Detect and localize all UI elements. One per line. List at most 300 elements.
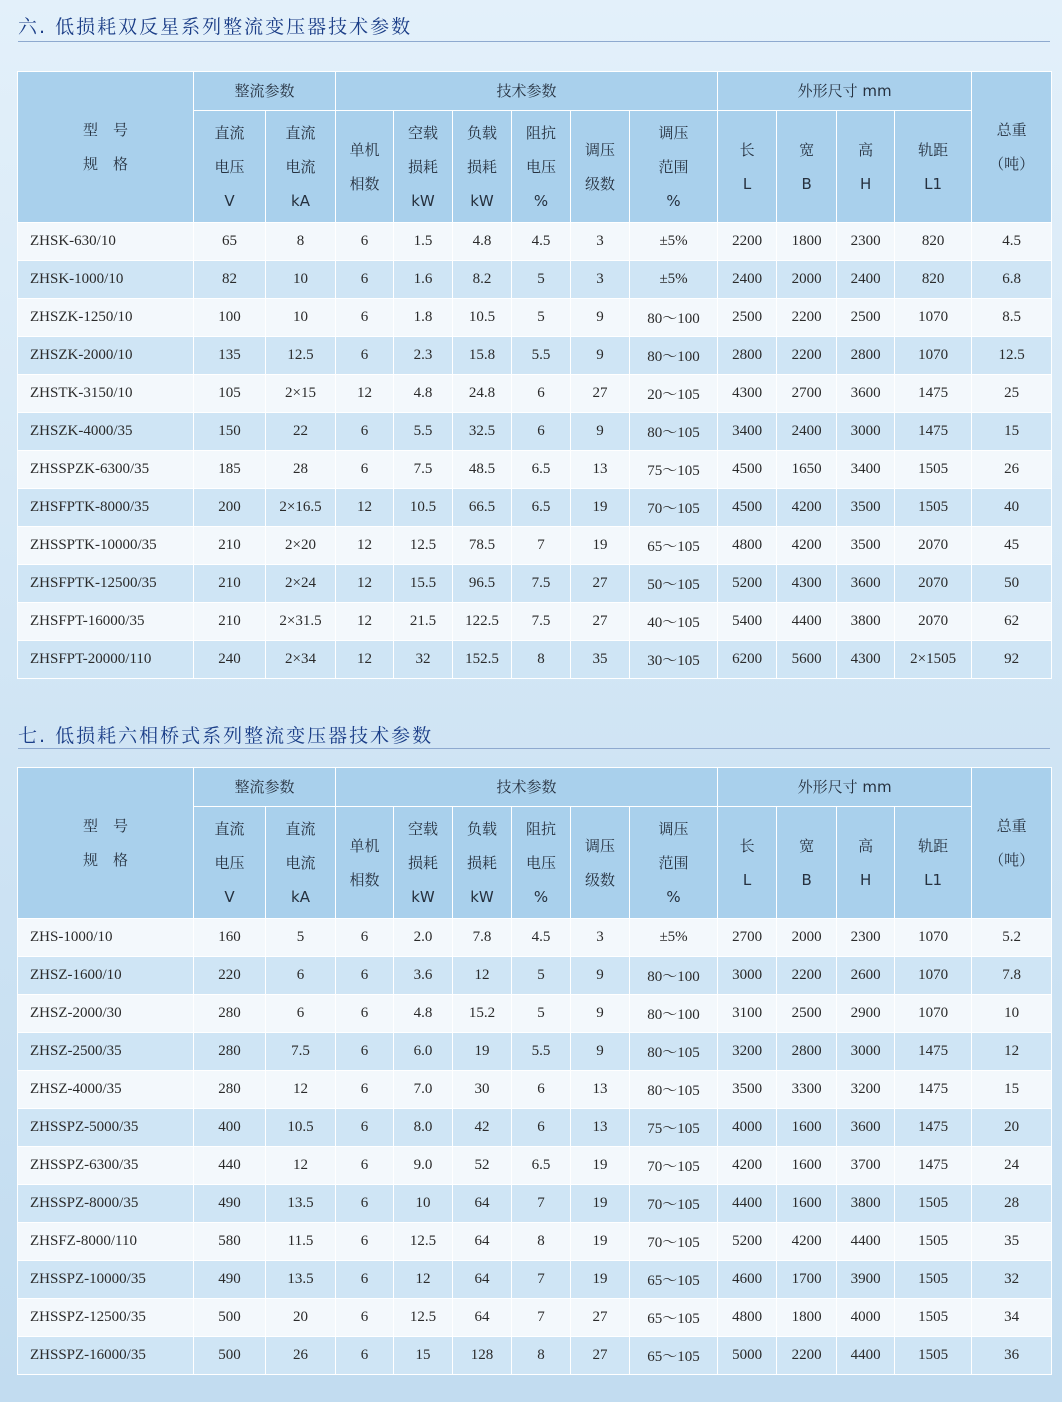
value-cell: 8.0 [394, 1109, 453, 1147]
value-cell: 1800 [777, 223, 837, 261]
column-header [194, 807, 266, 919]
value-cell: 5 [512, 995, 571, 1033]
value-cell: 64 [453, 1261, 512, 1299]
value-cell: 24.8 [453, 375, 512, 413]
value-cell: 32 [972, 1261, 1052, 1299]
header-line: 长 [739, 140, 755, 159]
value-cell: 2×31.5 [266, 603, 336, 641]
dimensions-header: 外形尺寸 mm [718, 72, 972, 111]
header-line: % [533, 887, 549, 906]
value-cell: 80～100 [630, 957, 718, 995]
model-cell: ZHS-1000/10 [18, 919, 194, 957]
value-cell: 105 [194, 375, 266, 413]
header-line: 调压 [585, 140, 616, 159]
header-line: L [742, 174, 752, 193]
value-cell: 26 [972, 451, 1052, 489]
value-cell: 2×34 [266, 641, 336, 679]
value-cell: 1475 [895, 375, 972, 413]
value-cell: 3600 [837, 1109, 895, 1147]
value-cell: 6 [336, 957, 394, 995]
value-cell: 40 [972, 489, 1052, 527]
header-line: 相数 [349, 174, 380, 193]
column-header [266, 807, 336, 919]
value-cell: 48.5 [453, 451, 512, 489]
table-row [18, 375, 1052, 413]
value-cell: 6 [336, 337, 394, 375]
value-cell: 2200 [777, 1337, 837, 1375]
value-cell: 8 [266, 223, 336, 261]
total-weight-header [972, 72, 1052, 223]
value-cell: 5 [512, 957, 571, 995]
value-cell: 9 [571, 995, 630, 1033]
value-cell: 65～105 [630, 1261, 718, 1299]
header-line: 电流 [285, 853, 316, 872]
value-cell: 2300 [837, 223, 895, 261]
value-cell: 13 [571, 1109, 630, 1147]
value-cell: 64 [453, 1223, 512, 1261]
section-six [0, 0, 1062, 690]
value-cell: 10.5 [453, 299, 512, 337]
value-cell: 280 [194, 995, 266, 1033]
value-cell: 12 [336, 375, 394, 413]
model-cell: ZHSZ-2000/30 [18, 995, 194, 1033]
value-cell: 1.5 [394, 223, 453, 261]
value-cell: 5.5 [394, 413, 453, 451]
model-cell: ZHSZK-2000/10 [18, 337, 194, 375]
table-row [18, 1033, 1052, 1071]
model-cell: ZHSZK-4000/35 [18, 413, 194, 451]
value-cell: 9 [571, 1033, 630, 1071]
value-cell: 6 [336, 1337, 394, 1375]
value-cell: 6.8 [972, 261, 1052, 299]
column-header [571, 807, 630, 919]
value-cell: 13 [571, 451, 630, 489]
value-cell: 2.3 [394, 337, 453, 375]
table-row [18, 489, 1052, 527]
column-header [394, 807, 453, 919]
value-cell: 2×24 [266, 565, 336, 603]
value-cell: 2800 [718, 337, 777, 375]
value-cell: 5000 [718, 1337, 777, 1375]
value-cell: 24 [972, 1147, 1052, 1185]
value-cell: 1505 [895, 1337, 972, 1375]
value-cell: 7.8 [453, 919, 512, 957]
value-cell: 1505 [895, 1299, 972, 1337]
value-cell: 65～105 [630, 1337, 718, 1375]
value-cell: 30 [453, 1071, 512, 1109]
value-cell: 15.5 [394, 565, 453, 603]
value-cell: 6 [336, 413, 394, 451]
header-line: 负载 [467, 819, 498, 838]
column-header [453, 111, 512, 223]
model-cell: ZHSK-630/10 [18, 223, 194, 261]
value-cell: 6 [336, 1223, 394, 1261]
tech-params-header: 技术参数 [336, 768, 718, 807]
value-cell: 9 [571, 413, 630, 451]
column-header [630, 111, 718, 223]
header-line: 损耗 [467, 853, 498, 872]
section-title: 七. 低损耗六相桥式系列整流变压器技术参数 [18, 725, 434, 747]
value-cell: ±5% [630, 261, 718, 299]
column-header [194, 111, 266, 223]
value-cell: 490 [194, 1185, 266, 1223]
model-column-header [18, 768, 194, 919]
value-cell: 21.5 [394, 603, 453, 641]
header-line: B [801, 870, 812, 889]
value-cell: 30～105 [630, 641, 718, 679]
value-cell: 1475 [895, 1109, 972, 1147]
value-cell: 96.5 [453, 565, 512, 603]
value-cell: 12.5 [394, 1299, 453, 1337]
value-cell: 1600 [777, 1147, 837, 1185]
model-cell: ZHSZ-2500/35 [18, 1033, 194, 1071]
header-line: 空载 [408, 123, 439, 142]
header-line: 损耗 [467, 157, 498, 176]
value-cell: 75～105 [630, 451, 718, 489]
header-line: kA [291, 887, 310, 906]
column-header [777, 111, 837, 223]
model-cell: ZHSSPZ-8000/35 [18, 1185, 194, 1223]
spec-table [17, 767, 1052, 1375]
value-cell: 2200 [777, 299, 837, 337]
header-line: B [801, 174, 812, 193]
header-line: 规 格 [82, 155, 128, 173]
value-cell: 2.0 [394, 919, 453, 957]
value-cell: 25 [972, 375, 1052, 413]
column-header [336, 111, 394, 223]
value-cell: 26 [266, 1337, 336, 1375]
header-line: 范围 [658, 157, 689, 176]
value-cell: 150 [194, 413, 266, 451]
value-cell: 1.6 [394, 261, 453, 299]
value-cell: 6.0 [394, 1033, 453, 1071]
value-cell: 1650 [777, 451, 837, 489]
value-cell: 10.5 [266, 1109, 336, 1147]
value-cell: 8.5 [972, 299, 1052, 337]
value-cell: 12 [266, 1147, 336, 1185]
header-line: 型 号 [82, 817, 128, 835]
value-cell: 6 [512, 413, 571, 451]
header-line: % [533, 191, 549, 210]
value-cell: 5200 [718, 565, 777, 603]
value-cell: 490 [194, 1261, 266, 1299]
value-cell: 4400 [837, 1223, 895, 1261]
value-cell: 4200 [777, 489, 837, 527]
value-cell: 4000 [718, 1109, 777, 1147]
value-cell: 65～105 [630, 527, 718, 565]
value-cell: 6.5 [512, 1147, 571, 1185]
rectify-params-header: 整流参数 [194, 768, 336, 807]
value-cell: 4.8 [394, 375, 453, 413]
value-cell: 3900 [837, 1261, 895, 1299]
value-cell: 220 [194, 957, 266, 995]
value-cell: 4.5 [512, 223, 571, 261]
table-row [18, 223, 1052, 261]
column-header [266, 111, 336, 223]
header-line: 相数 [349, 870, 380, 889]
value-cell: 27 [571, 1337, 630, 1375]
value-cell: 2070 [895, 565, 972, 603]
table-row [18, 1261, 1052, 1299]
title-divider [18, 748, 1050, 749]
value-cell: 1070 [895, 919, 972, 957]
value-cell: 12 [336, 565, 394, 603]
header-line: 级数 [585, 174, 616, 193]
table-row [18, 1299, 1052, 1337]
header-line: 调压 [658, 123, 689, 142]
value-cell: 1600 [777, 1109, 837, 1147]
header-line: 阻抗 [526, 819, 557, 838]
value-cell: 65 [194, 223, 266, 261]
value-cell: 10 [972, 995, 1052, 1033]
value-cell: 4800 [718, 527, 777, 565]
value-cell: 66.5 [453, 489, 512, 527]
value-cell: 5 [512, 261, 571, 299]
value-cell: 280 [194, 1033, 266, 1071]
header-line: 高 [858, 140, 874, 159]
model-cell: ZHSSPZ-12500/35 [18, 1299, 194, 1337]
header-line: 损耗 [408, 157, 439, 176]
header-line: 空载 [408, 819, 439, 838]
value-cell: 64 [453, 1299, 512, 1337]
value-cell: 32 [394, 641, 453, 679]
value-cell: 15 [394, 1337, 453, 1375]
column-header [837, 111, 895, 223]
column-header [895, 807, 972, 919]
model-cell: ZHSFPTK-8000/35 [18, 489, 194, 527]
value-cell: 15 [972, 413, 1052, 451]
header-line: 高 [858, 836, 874, 855]
value-cell: 15.8 [453, 337, 512, 375]
value-cell: 580 [194, 1223, 266, 1261]
value-cell: 34 [972, 1299, 1052, 1337]
model-cell: ZHSZ-1600/10 [18, 957, 194, 995]
value-cell: 7.8 [972, 957, 1052, 995]
header-line: 型 号 [82, 121, 128, 139]
header-line: 宽 [799, 836, 815, 855]
value-cell: 6 [336, 995, 394, 1033]
value-cell: 3600 [837, 375, 895, 413]
value-cell: 3500 [718, 1071, 777, 1109]
value-cell: 6 [336, 261, 394, 299]
value-cell: 6 [336, 299, 394, 337]
value-cell: 70～105 [630, 1147, 718, 1185]
table-row [18, 1109, 1052, 1147]
header-line: V [224, 191, 235, 210]
total-weight-header [972, 768, 1052, 919]
table-row [18, 1337, 1052, 1375]
value-cell: 80～100 [630, 299, 718, 337]
value-cell: 2600 [837, 957, 895, 995]
value-cell: 6 [336, 1261, 394, 1299]
header-line: 长 [739, 836, 755, 855]
value-cell: 2400 [837, 261, 895, 299]
header-line: L [742, 870, 752, 889]
value-cell: 10 [266, 299, 336, 337]
table-row [18, 565, 1052, 603]
value-cell: 3 [571, 919, 630, 957]
value-cell: 40～105 [630, 603, 718, 641]
value-cell: 1505 [895, 1261, 972, 1299]
value-cell: 4200 [777, 1223, 837, 1261]
value-cell: 1475 [895, 1147, 972, 1185]
value-cell: 8 [512, 1337, 571, 1375]
column-header [718, 111, 777, 223]
value-cell: 7 [512, 1261, 571, 1299]
value-cell: 80～100 [630, 337, 718, 375]
value-cell: 62 [972, 603, 1052, 641]
value-cell: 2800 [777, 1033, 837, 1071]
value-cell: 4400 [777, 603, 837, 641]
value-cell: 52 [453, 1147, 512, 1185]
value-cell: 4000 [837, 1299, 895, 1337]
table-row [18, 919, 1052, 957]
value-cell: 2900 [837, 995, 895, 1033]
value-cell: 6 [512, 1109, 571, 1147]
value-cell: 2300 [837, 919, 895, 957]
value-cell: 82 [194, 261, 266, 299]
value-cell: 27 [571, 1299, 630, 1337]
section-seven [0, 700, 1062, 1390]
value-cell: 6 [336, 1147, 394, 1185]
value-cell: 32.5 [453, 413, 512, 451]
header-line: 直流 [214, 819, 245, 838]
value-cell: 3200 [718, 1033, 777, 1071]
table-row [18, 413, 1052, 451]
value-cell: 5200 [718, 1223, 777, 1261]
value-cell: 152.5 [453, 641, 512, 679]
value-cell: 3200 [837, 1071, 895, 1109]
value-cell: 20～105 [630, 375, 718, 413]
model-cell: ZHSFPTK-12500/35 [18, 565, 194, 603]
value-cell: 4300 [718, 375, 777, 413]
header-line: 阻抗 [526, 123, 557, 142]
value-cell: 7.0 [394, 1071, 453, 1109]
value-cell: 200 [194, 489, 266, 527]
value-cell: 13.5 [266, 1261, 336, 1299]
model-cell: ZHSSPZ-6300/35 [18, 1147, 194, 1185]
value-cell: 7.5 [512, 603, 571, 641]
value-cell: 2×16.5 [266, 489, 336, 527]
value-cell: 1600 [777, 1185, 837, 1223]
value-cell: 42 [453, 1109, 512, 1147]
value-cell: 35 [972, 1223, 1052, 1261]
value-cell: 6 [512, 375, 571, 413]
value-cell: 100 [194, 299, 266, 337]
value-cell: 65～105 [630, 1299, 718, 1337]
header-line: 范围 [658, 853, 689, 872]
table-row [18, 1147, 1052, 1185]
value-cell: 280 [194, 1071, 266, 1109]
value-cell: 5.5 [512, 337, 571, 375]
header-line: 轨距 [918, 836, 949, 855]
value-cell: 70～105 [630, 1185, 718, 1223]
value-cell: 6 [336, 1033, 394, 1071]
value-cell: 3500 [837, 527, 895, 565]
value-cell: 7 [512, 1299, 571, 1337]
value-cell: 80～105 [630, 1071, 718, 1109]
value-cell: 11.5 [266, 1223, 336, 1261]
value-cell: 6 [336, 919, 394, 957]
value-cell: 4800 [718, 1299, 777, 1337]
header-line: 电压 [214, 157, 245, 176]
value-cell: 3400 [718, 413, 777, 451]
value-cell: 1800 [777, 1299, 837, 1337]
value-cell: 1070 [895, 299, 972, 337]
value-cell: 2400 [777, 413, 837, 451]
model-cell: ZHSSPZK-6300/35 [18, 451, 194, 489]
value-cell: 2700 [777, 375, 837, 413]
value-cell: 4200 [718, 1147, 777, 1185]
table-row [18, 299, 1052, 337]
column-header [895, 111, 972, 223]
header-line: 直流 [285, 819, 316, 838]
model-cell: ZHSZK-1250/10 [18, 299, 194, 337]
table-row [18, 957, 1052, 995]
value-cell: 19 [571, 1147, 630, 1185]
value-cell: ±5% [630, 223, 718, 261]
value-cell: 6 [266, 995, 336, 1033]
value-cell: 4.5 [972, 223, 1052, 261]
value-cell: 6 [336, 1185, 394, 1223]
header-line: H [859, 174, 872, 193]
value-cell: 2500 [777, 995, 837, 1033]
value-cell: 4.8 [394, 995, 453, 1033]
value-cell: 4300 [777, 565, 837, 603]
value-cell: 80～105 [630, 413, 718, 451]
value-cell: 1070 [895, 957, 972, 995]
value-cell: 19 [453, 1033, 512, 1071]
header-line: 调压 [658, 819, 689, 838]
value-cell: 240 [194, 641, 266, 679]
header-line: 电压 [526, 853, 557, 872]
value-cell: 35 [571, 641, 630, 679]
dimensions-header: 外形尺寸 mm [718, 768, 972, 807]
section-title: 六. 低损耗双反星系列整流变压器技术参数 [18, 16, 413, 38]
header-line: L1 [924, 870, 943, 889]
model-column-header [18, 72, 194, 223]
value-cell: 820 [895, 223, 972, 261]
table-row [18, 1185, 1052, 1223]
value-cell: 13.5 [266, 1185, 336, 1223]
value-cell: 160 [194, 919, 266, 957]
header-line: H [859, 870, 872, 889]
table-row [18, 995, 1052, 1033]
model-cell: ZHSFPT-16000/35 [18, 603, 194, 641]
header-line: 单机 [349, 836, 380, 855]
value-cell: 27 [571, 603, 630, 641]
value-cell: 3500 [837, 489, 895, 527]
header-line: （吨） [989, 851, 1035, 869]
value-cell: 19 [571, 1261, 630, 1299]
model-cell: ZHSFZ-8000/110 [18, 1223, 194, 1261]
value-cell: 2400 [718, 261, 777, 299]
value-cell: 4300 [837, 641, 895, 679]
value-cell: 3100 [718, 995, 777, 1033]
value-cell: 6 [336, 1109, 394, 1147]
value-cell: 70～105 [630, 1223, 718, 1261]
table-row [18, 603, 1052, 641]
value-cell: 7.5 [394, 451, 453, 489]
value-cell: 9 [571, 957, 630, 995]
value-cell: 5600 [777, 641, 837, 679]
value-cell: 12 [394, 1261, 453, 1299]
value-cell: 2×15 [266, 375, 336, 413]
value-cell: 13 [571, 1071, 630, 1109]
value-cell: 4500 [718, 451, 777, 489]
value-cell: 3800 [837, 1185, 895, 1223]
value-cell: 3000 [837, 1033, 895, 1071]
